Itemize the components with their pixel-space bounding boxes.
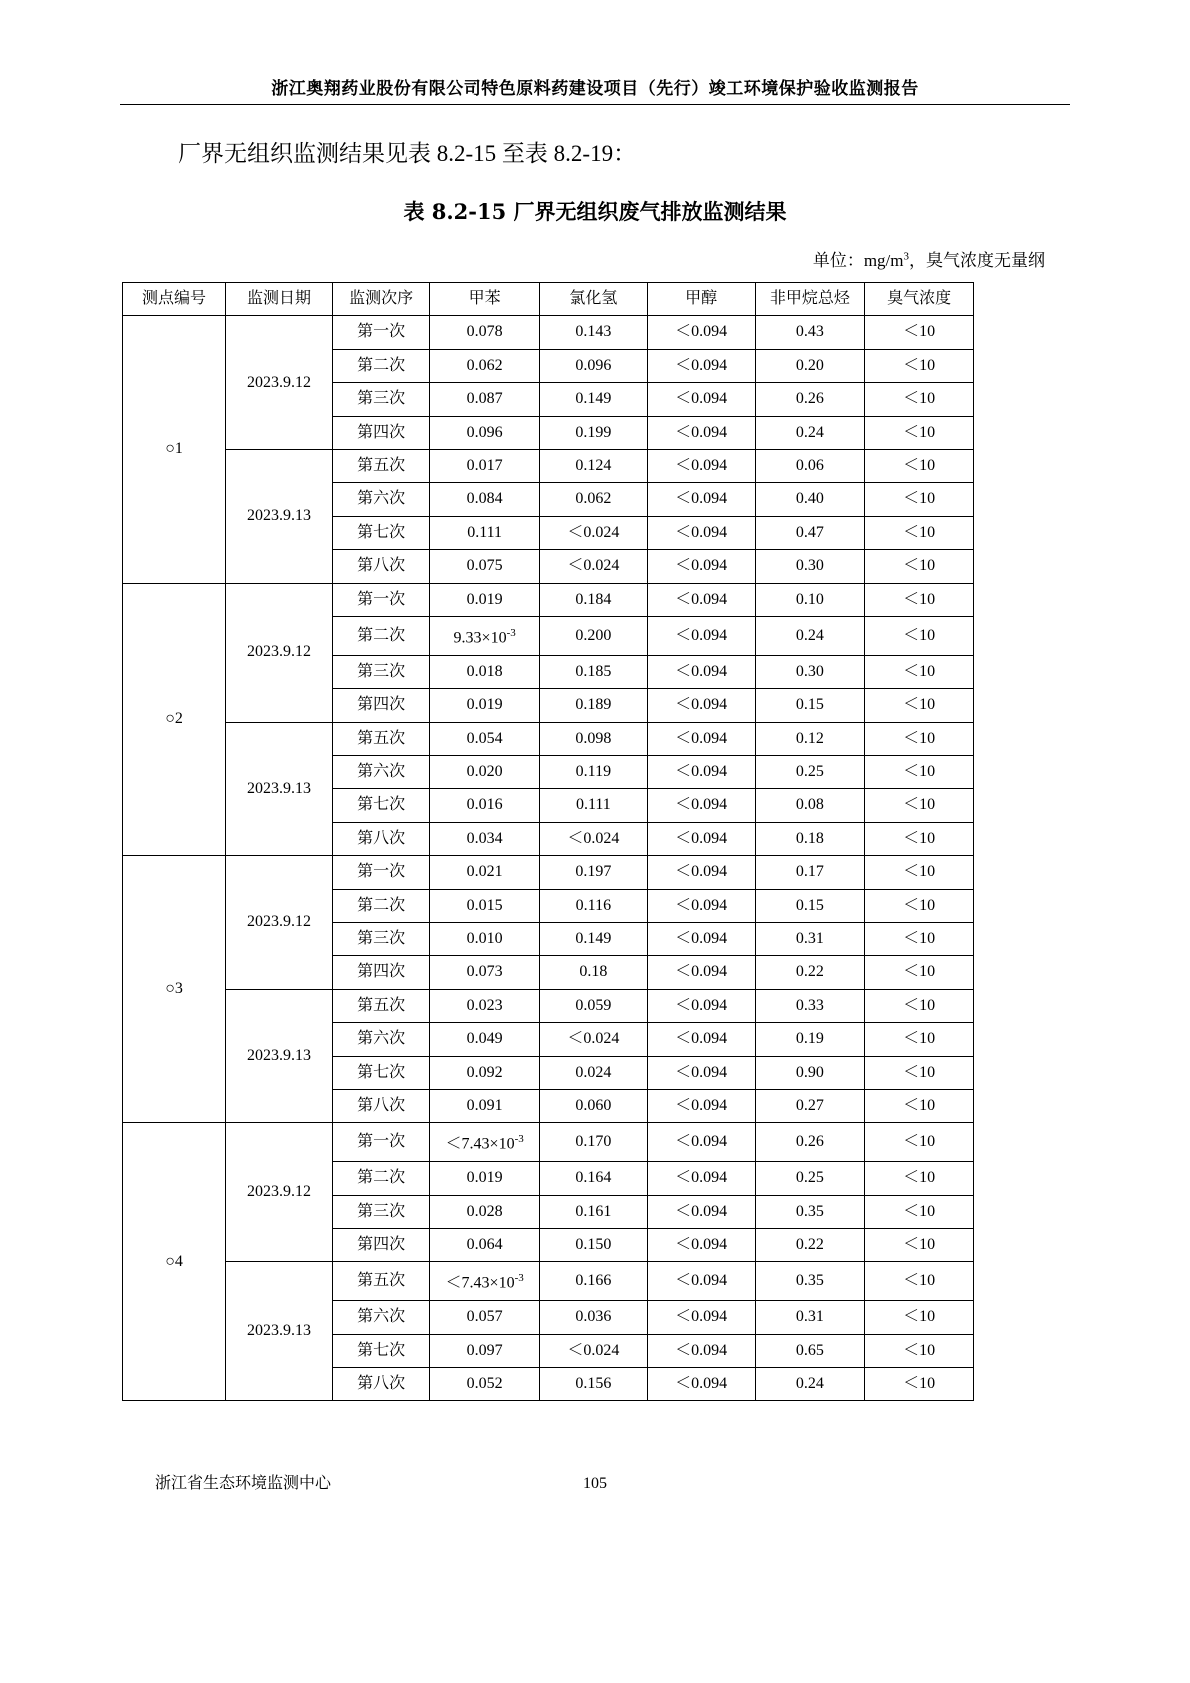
cell-odor: ＜10 <box>865 550 974 583</box>
cell-nmhc: 0.08 <box>755 789 865 822</box>
cell-toluene: 0.062 <box>430 349 540 382</box>
cell-sequence: 第七次 <box>332 516 429 549</box>
unit-note-prefix: 单位：mg/m <box>812 251 904 270</box>
cell-date: 2023.9.12 <box>226 316 333 450</box>
cell-hcl: 0.18 <box>539 956 647 989</box>
cell-nmhc: 0.18 <box>755 822 865 855</box>
cell-point-id: ○2 <box>123 583 226 856</box>
cell-nmhc: 0.20 <box>755 349 865 382</box>
cell-odor: ＜10 <box>865 856 974 889</box>
cell-sequence: 第三次 <box>332 923 429 956</box>
cell-methanol: ＜0.094 <box>647 1056 755 1089</box>
cell-toluene: 0.017 <box>430 450 540 483</box>
cell-methanol: ＜0.094 <box>647 655 755 688</box>
cell-methanol: ＜0.094 <box>647 989 755 1022</box>
cell-hcl: 0.111 <box>539 789 647 822</box>
cell-date: 2023.9.12 <box>226 583 333 722</box>
cell-odor: ＜10 <box>865 1056 974 1089</box>
cell-sequence: 第六次 <box>332 1023 429 1056</box>
cell-point-id: ○1 <box>123 316 226 583</box>
cell-odor: ＜10 <box>865 689 974 722</box>
cell-date: 2023.9.12 <box>226 856 333 990</box>
cell-methanol: ＜0.094 <box>647 1301 755 1334</box>
table-caption: 表 8.2-15 厂界无组织废气排放监测结果 <box>403 199 787 224</box>
cell-methanol: ＜0.094 <box>647 450 755 483</box>
cell-methanol: ＜0.094 <box>647 1334 755 1367</box>
cell-sequence: 第八次 <box>332 1090 429 1123</box>
cell-odor: ＜10 <box>865 583 974 616</box>
cell-odor: ＜10 <box>865 1262 974 1301</box>
cell-sequence: 第五次 <box>332 450 429 483</box>
cell-nmhc: 0.15 <box>755 889 865 922</box>
cell-hcl: ＜0.024 <box>539 550 647 583</box>
cell-nmhc: 0.24 <box>755 1367 865 1400</box>
cell-date: 2023.9.13 <box>226 1262 333 1401</box>
column-header-nmhc: 非甲烷总烃 <box>755 283 865 316</box>
cell-sequence: 第八次 <box>332 822 429 855</box>
footer-page-number: 105 <box>583 1475 607 1492</box>
cell-sequence: 第一次 <box>332 316 429 349</box>
cell-hcl: ＜0.024 <box>539 822 647 855</box>
cell-nmhc: 0.26 <box>755 1123 865 1162</box>
section-intro-text: 厂界无组织监测结果见表 8.2-15 至表 8.2-19： <box>178 141 637 166</box>
unit-note-suffix: ，臭气浓度无量纲 <box>909 251 1045 270</box>
cell-sequence: 第三次 <box>332 1195 429 1228</box>
cell-sequence: 第二次 <box>332 889 429 922</box>
table-row <box>123 583 974 616</box>
cell-sequence: 第五次 <box>332 1262 429 1301</box>
cell-methanol: ＜0.094 <box>647 923 755 956</box>
cell-nmhc: 0.27 <box>755 1090 865 1123</box>
cell-odor: ＜10 <box>865 483 974 516</box>
cell-toluene: 0.092 <box>430 1056 540 1089</box>
column-header-point: 测点编号 <box>123 283 226 316</box>
cell-nmhc: 0.31 <box>755 923 865 956</box>
cell-methanol: ＜0.094 <box>647 822 755 855</box>
cell-methanol: ＜0.094 <box>647 756 755 789</box>
cell-toluene: 0.111 <box>430 516 540 549</box>
cell-sequence: 第七次 <box>332 789 429 822</box>
table-header-row <box>123 283 974 316</box>
cell-methanol: ＜0.094 <box>647 956 755 989</box>
cell-toluene: 0.049 <box>430 1023 540 1056</box>
cell-methanol: ＜0.094 <box>647 789 755 822</box>
cell-hcl: 0.116 <box>539 889 647 922</box>
cell-odor: ＜10 <box>865 316 974 349</box>
cell-hcl: 0.149 <box>539 383 647 416</box>
cell-hcl: 0.197 <box>539 856 647 889</box>
cell-nmhc: 0.22 <box>755 956 865 989</box>
table-row <box>123 856 974 889</box>
cell-hcl: 0.060 <box>539 1090 647 1123</box>
cell-odor: ＜10 <box>865 349 974 382</box>
cell-hcl: 0.149 <box>539 923 647 956</box>
cell-nmhc: 0.90 <box>755 1056 865 1089</box>
cell-sequence: 第七次 <box>332 1056 429 1089</box>
cell-odor: ＜10 <box>865 1023 974 1056</box>
cell-nmhc: 0.33 <box>755 989 865 1022</box>
cell-methanol: ＜0.094 <box>647 383 755 416</box>
cell-hcl: 0.156 <box>539 1367 647 1400</box>
cell-odor: ＜10 <box>865 516 974 549</box>
column-header-sequence: 监测次序 <box>332 283 429 316</box>
cell-toluene: 0.075 <box>430 550 540 583</box>
cell-nmhc: 0.15 <box>755 689 865 722</box>
cell-hcl: 0.124 <box>539 450 647 483</box>
cell-toluene: 0.023 <box>430 989 540 1022</box>
cell-toluene: 0.097 <box>430 1334 540 1367</box>
cell-methanol: ＜0.094 <box>647 1195 755 1228</box>
table-row <box>123 989 974 1022</box>
cell-hcl: ＜0.024 <box>539 516 647 549</box>
cell-odor: ＜10 <box>865 956 974 989</box>
cell-hcl: 0.161 <box>539 1195 647 1228</box>
cell-sequence: 第二次 <box>332 349 429 382</box>
cell-odor: ＜10 <box>865 789 974 822</box>
cell-methanol: ＜0.094 <box>647 349 755 382</box>
cell-hcl: 0.098 <box>539 722 647 755</box>
cell-hcl: 0.164 <box>539 1162 647 1195</box>
cell-toluene: 0.052 <box>430 1367 540 1400</box>
cell-hcl: 0.200 <box>539 617 647 656</box>
cell-hcl: 0.166 <box>539 1262 647 1301</box>
cell-nmhc: 0.43 <box>755 316 865 349</box>
cell-nmhc: 0.31 <box>755 1301 865 1334</box>
cell-hcl: 0.199 <box>539 416 647 449</box>
cell-date: 2023.9.13 <box>226 722 333 856</box>
cell-sequence: 第七次 <box>332 1334 429 1367</box>
cell-nmhc: 0.26 <box>755 383 865 416</box>
cell-sequence: 第三次 <box>332 655 429 688</box>
cell-methanol: ＜0.094 <box>647 516 755 549</box>
cell-toluene: 0.078 <box>430 316 540 349</box>
cell-hcl: 0.062 <box>539 483 647 516</box>
cell-nmhc: 0.25 <box>755 756 865 789</box>
running-header: 浙江奥翔药业股份有限公司特色原料药建设项目（先行）竣工环境保护验收监测报告 <box>271 79 919 99</box>
cell-toluene: 0.087 <box>430 383 540 416</box>
table-row <box>123 1123 974 1162</box>
cell-methanol: ＜0.094 <box>647 416 755 449</box>
cell-methanol: ＜0.094 <box>647 550 755 583</box>
cell-toluene: 0.028 <box>430 1195 540 1228</box>
cell-methanol: ＜0.094 <box>647 617 755 656</box>
cell-methanol: ＜0.094 <box>647 1229 755 1262</box>
header-divider <box>120 104 1070 105</box>
cell-methanol: ＜0.094 <box>647 1123 755 1162</box>
cell-nmhc: 0.25 <box>755 1162 865 1195</box>
cell-odor: ＜10 <box>865 822 974 855</box>
cell-methanol: ＜0.094 <box>647 316 755 349</box>
unit-note-superscript: 3 <box>903 250 909 263</box>
cell-toluene: 0.021 <box>430 856 540 889</box>
cell-sequence: 第六次 <box>332 1301 429 1334</box>
table-row <box>123 1262 974 1301</box>
cell-sequence: 第二次 <box>332 617 429 656</box>
cell-sequence: 第八次 <box>332 1367 429 1400</box>
cell-nmhc: 0.30 <box>755 550 865 583</box>
cell-methanol: ＜0.094 <box>647 889 755 922</box>
cell-toluene: 0.016 <box>430 789 540 822</box>
cell-odor: ＜10 <box>865 416 974 449</box>
cell-toluene: 0.010 <box>430 923 540 956</box>
cell-odor: ＜10 <box>865 923 974 956</box>
cell-sequence: 第四次 <box>332 689 429 722</box>
cell-hcl: 0.119 <box>539 756 647 789</box>
monitoring-results-table <box>122 282 974 1401</box>
cell-odor: ＜10 <box>865 617 974 656</box>
cell-toluene: 0.054 <box>430 722 540 755</box>
cell-sequence: 第四次 <box>332 956 429 989</box>
cell-odor: ＜10 <box>865 1195 974 1228</box>
cell-hcl: ＜0.024 <box>539 1023 647 1056</box>
cell-methanol: ＜0.094 <box>647 1090 755 1123</box>
cell-toluene: 0.034 <box>430 822 540 855</box>
cell-hcl: 0.024 <box>539 1056 647 1089</box>
cell-nmhc: 0.35 <box>755 1195 865 1228</box>
cell-odor: ＜10 <box>865 383 974 416</box>
unit-note <box>813 246 1045 271</box>
table-body <box>123 316 974 1401</box>
cell-nmhc: 0.24 <box>755 416 865 449</box>
cell-sequence: 第四次 <box>332 416 429 449</box>
cell-hcl: 0.143 <box>539 316 647 349</box>
cell-toluene: 0.018 <box>430 655 540 688</box>
cell-toluene: 0.091 <box>430 1090 540 1123</box>
cell-nmhc: 0.12 <box>755 722 865 755</box>
cell-odor: ＜10 <box>865 989 974 1022</box>
cell-toluene: 0.096 <box>430 416 540 449</box>
cell-odor: ＜10 <box>865 756 974 789</box>
cell-date: 2023.9.13 <box>226 450 333 584</box>
cell-sequence: 第一次 <box>332 1123 429 1162</box>
cell-toluene: 0.064 <box>430 1229 540 1262</box>
cell-sequence: 第五次 <box>332 989 429 1022</box>
cell-sequence: 第一次 <box>332 583 429 616</box>
cell-point-id: ○3 <box>123 856 226 1123</box>
cell-odor: ＜10 <box>865 722 974 755</box>
cell-odor: ＜10 <box>865 1229 974 1262</box>
table-row <box>123 316 974 349</box>
cell-hcl: ＜0.024 <box>539 1334 647 1367</box>
cell-date: 2023.9.12 <box>226 1123 333 1262</box>
cell-toluene: $9.33\times 10^{-3}$ <box>430 617 540 656</box>
cell-hcl: 0.036 <box>539 1301 647 1334</box>
column-header-hcl: 氯化氢 <box>539 283 647 316</box>
cell-sequence: 第六次 <box>332 483 429 516</box>
cell-odor: ＜10 <box>865 1334 974 1367</box>
cell-sequence: 第六次 <box>332 756 429 789</box>
table-row <box>123 722 974 755</box>
table-row <box>123 450 974 483</box>
cell-hcl: 0.170 <box>539 1123 647 1162</box>
cell-methanol: ＜0.094 <box>647 1262 755 1301</box>
cell-hcl: 0.096 <box>539 349 647 382</box>
column-header-odor: 臭气浓度 <box>865 283 974 316</box>
cell-odor: ＜10 <box>865 889 974 922</box>
cell-nmhc: 0.24 <box>755 617 865 656</box>
cell-sequence: 第一次 <box>332 856 429 889</box>
cell-nmhc: 0.47 <box>755 516 865 549</box>
cell-sequence: 第四次 <box>332 1229 429 1262</box>
cell-odor: ＜10 <box>865 1162 974 1195</box>
cell-nmhc: 0.65 <box>755 1334 865 1367</box>
cell-toluene: 0.073 <box>430 956 540 989</box>
cell-methanol: ＜0.094 <box>647 583 755 616</box>
cell-methanol: ＜0.094 <box>647 856 755 889</box>
column-header-toluene: 甲苯 <box>430 283 540 316</box>
cell-hcl: 0.184 <box>539 583 647 616</box>
column-header-methanol: 甲醇 <box>647 283 755 316</box>
cell-toluene: 0.057 <box>430 1301 540 1334</box>
cell-odor: ＜10 <box>865 1123 974 1162</box>
cell-nmhc: 0.19 <box>755 1023 865 1056</box>
cell-nmhc: 0.06 <box>755 450 865 483</box>
cell-odor: ＜10 <box>865 1301 974 1334</box>
cell-point-id: ○4 <box>123 1123 226 1401</box>
cell-toluene: 0.020 <box>430 756 540 789</box>
cell-odor: ＜10 <box>865 655 974 688</box>
cell-hcl: 0.185 <box>539 655 647 688</box>
cell-nmhc: 0.17 <box>755 856 865 889</box>
cell-hcl: 0.189 <box>539 689 647 722</box>
cell-methanol: ＜0.094 <box>647 1023 755 1056</box>
cell-toluene: 0.019 <box>430 689 540 722</box>
cell-nmhc: 0.10 <box>755 583 865 616</box>
cell-toluene: $<7.43\times 10^{-3}$ <box>430 1262 540 1301</box>
cell-toluene: $<7.43\times 10^{-3}$ <box>430 1123 540 1162</box>
cell-date: 2023.9.13 <box>226 989 333 1123</box>
cell-toluene: 0.084 <box>430 483 540 516</box>
cell-methanol: ＜0.094 <box>647 722 755 755</box>
cell-toluene: 0.019 <box>430 583 540 616</box>
cell-odor: ＜10 <box>865 1367 974 1400</box>
cell-methanol: ＜0.094 <box>647 1367 755 1400</box>
column-header-date: 监测日期 <box>226 283 333 316</box>
cell-methanol: ＜0.094 <box>647 483 755 516</box>
cell-sequence: 第二次 <box>332 1162 429 1195</box>
cell-sequence: 第三次 <box>332 383 429 416</box>
cell-toluene: 0.015 <box>430 889 540 922</box>
footer-organization: 浙江省生态环境监测中心 <box>155 1473 332 1492</box>
cell-methanol: ＜0.094 <box>647 1162 755 1195</box>
cell-nmhc: 0.40 <box>755 483 865 516</box>
cell-nmhc: 0.30 <box>755 655 865 688</box>
cell-nmhc: 0.35 <box>755 1262 865 1301</box>
cell-hcl: 0.059 <box>539 989 647 1022</box>
cell-toluene: 0.019 <box>430 1162 540 1195</box>
cell-odor: ＜10 <box>865 450 974 483</box>
cell-hcl: 0.150 <box>539 1229 647 1262</box>
cell-sequence: 第五次 <box>332 722 429 755</box>
cell-odor: ＜10 <box>865 1090 974 1123</box>
cell-sequence: 第八次 <box>332 550 429 583</box>
cell-nmhc: 0.22 <box>755 1229 865 1262</box>
cell-methanol: ＜0.094 <box>647 689 755 722</box>
